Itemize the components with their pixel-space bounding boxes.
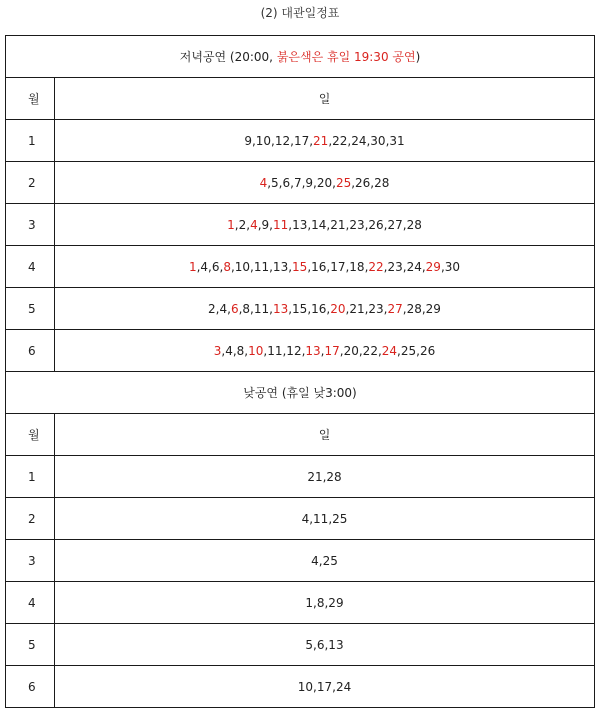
day-column-header: 일: [55, 78, 595, 120]
day-text: ,25,26: [397, 343, 436, 358]
month-column-header: 월: [6, 414, 55, 456]
evening-section-title: 저녁공연 (20:00, 붉은색은 휴일 19:30 공연): [6, 36, 595, 78]
month-cell: 3: [6, 540, 55, 582]
day-text: 2,4,: [208, 301, 231, 316]
days-cell: [55, 162, 595, 204]
holiday-day: 25: [335, 175, 352, 190]
holiday-day: 11: [272, 217, 289, 232]
holiday-day: 22: [368, 259, 384, 274]
days-cell: 10,17,24: [55, 666, 595, 708]
holiday-day: 15: [292, 259, 308, 274]
day-text: ,10,11,13,: [230, 259, 293, 274]
days-cell: [55, 288, 595, 330]
day-text: ,: [320, 343, 325, 358]
day-text: ,26,28: [351, 175, 390, 190]
day-text: ,4,6,: [196, 259, 224, 274]
day-text: ,21,23,: [345, 301, 388, 316]
day-text: ,2,: [234, 217, 251, 232]
month-cell: 6: [6, 330, 55, 372]
matinee-section-title: 낮공연 (휴일 낮3:00): [6, 372, 595, 414]
month-cell: 4: [6, 246, 55, 288]
day-text: ,9,: [257, 217, 273, 232]
month-column-header: 월: [6, 78, 55, 120]
matinee-row: [6, 456, 595, 498]
holiday-day: 29: [425, 259, 441, 274]
rental-schedule-table: [5, 35, 595, 708]
days-cell: [55, 120, 595, 162]
holiday-day: 21: [313, 133, 329, 148]
holiday-day: 4: [250, 217, 258, 232]
evening-row: [6, 288, 595, 330]
month-cell: 2: [6, 498, 55, 540]
schedule-caption: (2) 대관일정표: [260, 6, 340, 20]
days-cell: [55, 204, 595, 246]
day-text: ,16,17,18,: [307, 259, 369, 274]
holiday-day: 20: [330, 301, 346, 316]
day-column-header: 일: [55, 414, 595, 456]
matinee-row: [6, 666, 595, 708]
days-cell: 21,28: [55, 456, 595, 498]
day-text: ,5,6,7,9,20,: [267, 175, 336, 190]
holiday-day: 1: [227, 217, 235, 232]
evening-column-header: [6, 78, 595, 120]
matinee-row: [6, 540, 595, 582]
holiday-day: 17: [324, 343, 340, 358]
holiday-day: 4: [259, 175, 268, 190]
matinee-row: [6, 582, 595, 624]
month-cell: 5: [6, 624, 55, 666]
evening-row: [6, 246, 595, 288]
day-text: ,8,11,: [238, 301, 273, 316]
holiday-day: 13: [305, 343, 321, 358]
holiday-day: 8: [223, 259, 231, 274]
evening-row: [6, 120, 595, 162]
days-cell: 5,6,13: [55, 624, 595, 666]
holiday-day: 13: [272, 301, 289, 316]
days-cell: 4,25: [55, 540, 595, 582]
matinee-section-header: [6, 372, 595, 414]
days-cell: 1,8,29: [55, 582, 595, 624]
holiday-day: 27: [387, 301, 403, 316]
month-cell: 4: [6, 582, 55, 624]
day-text: 9,10,12,17,: [244, 133, 314, 148]
evening-row: [6, 330, 595, 372]
month-cell: 2: [6, 162, 55, 204]
matinee-row: [6, 498, 595, 540]
holiday-day: 1: [188, 259, 197, 274]
holiday-day: 3: [213, 343, 222, 358]
day-text: ,22,24,30,31: [328, 133, 405, 148]
days-cell: [55, 330, 595, 372]
matinee-column-header: [6, 414, 595, 456]
evening-section-header: [6, 36, 595, 78]
day-text: ,15,16,: [288, 301, 331, 316]
evening-row: [6, 162, 595, 204]
day-text: ,20,22,: [339, 343, 382, 358]
month-cell: 3: [6, 204, 55, 246]
day-text: ,28,29: [402, 301, 441, 316]
days-cell: 4,11,25: [55, 498, 595, 540]
holiday-day: 24: [381, 343, 398, 358]
evening-row: [6, 204, 595, 246]
holiday-day: 10: [248, 343, 264, 358]
day-text: ,4,8,: [221, 343, 249, 358]
matinee-row: [6, 624, 595, 666]
day-text: ,23,24,: [383, 259, 426, 274]
day-text: ,13,14,21,23,26,27,28: [288, 217, 422, 232]
days-cell: [55, 246, 595, 288]
month-cell: 1: [6, 120, 55, 162]
day-text: ,11,12,: [263, 343, 306, 358]
month-cell: 1: [6, 456, 55, 498]
month-cell: 5: [6, 288, 55, 330]
holiday-note: 붉은색은 휴일 19:30 공연: [276, 50, 416, 64]
day-text: ,30: [440, 259, 461, 274]
month-cell: 6: [6, 666, 55, 708]
holiday-day: 6: [230, 301, 239, 316]
